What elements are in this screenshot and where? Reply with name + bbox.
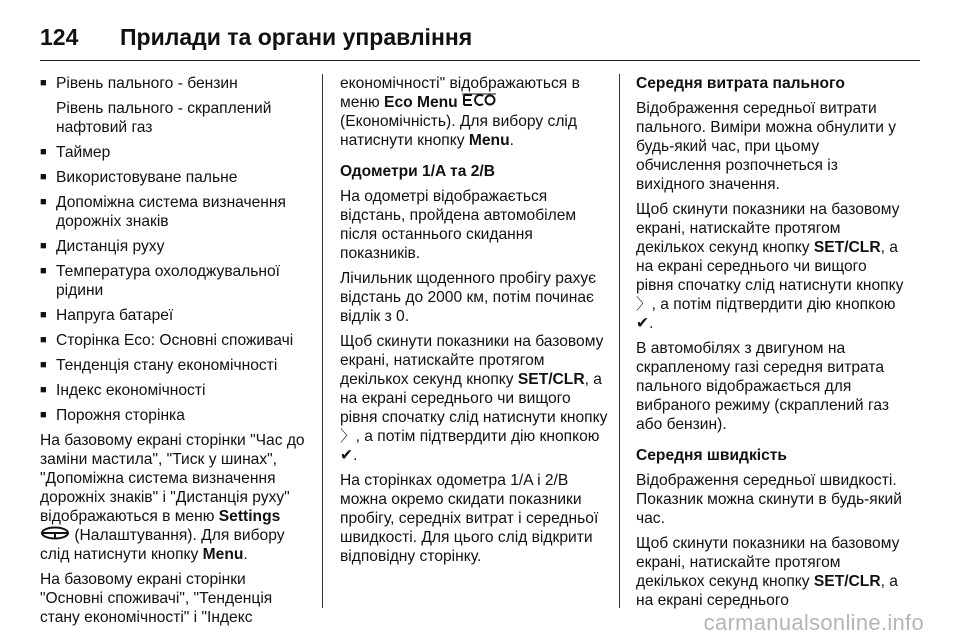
section-heading: Одометри 1/A та 2/B xyxy=(340,163,495,181)
page-number: 124 xyxy=(40,23,79,50)
paragraph: Відображення середньої швидкості. Показник можна скинути в будь-який час. xyxy=(636,472,902,527)
list-item: ■ Таймер xyxy=(40,144,111,161)
paragraph: На базовому екрані сторінки "Час до заміни мастила", "Тиск у шинах", "Допоміжна система визначення дорожніх знаків" і "Дистанція руху" відображаються в меню Settings (Налаштування). Для вибору слід натиснути кнопку Menu. xyxy=(40,432,305,564)
page-title: Прилади та органи управління xyxy=(120,23,473,50)
paragraph: На одометрі відображається відстань, пройдена автомобілем після останнього скидання показників. xyxy=(340,188,577,263)
list-item: ■ Допоміжна система визначення дорожніх знаків xyxy=(40,194,286,230)
watermark: carmanualsonline.info xyxy=(703,610,924,635)
column-divider-1 xyxy=(322,74,323,608)
bullet-icon: ■ xyxy=(40,409,47,421)
list-sub-item: Рівень пального - скраплений нафтовий газ xyxy=(56,100,272,136)
set-clr-label: SET/CLR xyxy=(813,239,881,256)
bullet-icon: ■ xyxy=(40,171,47,183)
list-item: ■ Температура охолоджувальної рідини xyxy=(40,263,280,299)
set-clr-label: SET/CLR xyxy=(813,573,881,590)
paragraph: В автомобілях з двигуном на скрапленому газі середня витрата пального відображається для вибраного режиму (скраплений газ або бензин). xyxy=(636,340,889,433)
list-item: ■ Використовуване пальне xyxy=(40,169,238,186)
bullet-icon: ■ xyxy=(40,240,47,252)
menu-label: Menu xyxy=(468,132,510,150)
list-item: ■ Сторінка Eco: Основні споживачі xyxy=(40,332,294,349)
list-item: ■ Рівень пального - бензин xyxy=(40,75,238,92)
paragraph: На сторінках одометра 1/A і 2/B можна окремо скидати показники пробігу, середніх витрат і середньої швидкості. Для цього слід відкрити відповідну сторінку. xyxy=(340,472,599,566)
bullet-icon: ■ xyxy=(40,334,47,346)
bullet-icon: ■ xyxy=(40,77,47,89)
list-item: ■ Дистанція руху xyxy=(40,238,165,255)
set-clr-label: SET/CLR xyxy=(517,371,585,389)
list-item: ■ Тенденція стану економічності xyxy=(40,357,278,374)
list-item: ■ Індекс економічності xyxy=(40,382,206,399)
bullet-icon: ■ xyxy=(40,146,47,158)
bullet-icon: ■ xyxy=(40,384,47,396)
column-1 xyxy=(40,74,308,633)
paragraph: Щоб скинути показники на базовому екрані, натискайте протягом декількох секунд кнопку SET/CLR, а на екрані середнього чи вищого рівня спочатку слід натиснути кнопку 〉, а потім підтвердити дію кнопкою ✔. xyxy=(636,201,904,332)
bullet-icon: ■ xyxy=(40,359,47,371)
page-header xyxy=(40,14,920,61)
paragraph: Щоб скинути показники на базовому екрані, натискайте протягом декількох секунд кнопку SET/CLR, а на екрані середнього чи вищого рівня спочатку слід натиснути кнопку 〉, а потім підтвердити дію кнопкою ✔. xyxy=(340,333,608,465)
chevron-right-icon: 〉 xyxy=(636,296,652,313)
check-icon: ✔ xyxy=(340,447,354,465)
settings-label: Settings xyxy=(218,508,281,525)
check-icon: ✔ xyxy=(636,315,650,332)
list-item: ■ Напруга батареї xyxy=(40,307,174,324)
paragraph: Відображення середньої витрати пального. Виміри можна обнулити у будь-який час, при цьому обчислення розпочнеться із вихідного значення. xyxy=(636,100,897,193)
column-divider-2 xyxy=(619,74,620,608)
section-heading: Середня витрата пального xyxy=(636,75,845,92)
chevron-right-icon: 〉 xyxy=(340,428,356,446)
paragraph: Щоб скинути показники на базовому екрані, натискайте протягом декількох секунд кнопку SET/CLR, а на екрані середнього xyxy=(636,535,900,609)
paragraph: економічності" відображаються в меню Eco Menu (Економічність). Для вибору слід натиснути кнопку Menu. xyxy=(340,75,580,150)
eco-icon xyxy=(462,93,496,112)
list-item: ■ Порожня сторінка xyxy=(40,407,185,424)
bullet-icon: ■ xyxy=(40,309,47,321)
bullet-icon: ■ xyxy=(40,196,47,208)
steering-wheel-icon xyxy=(40,526,70,545)
menu-label: Menu xyxy=(202,546,244,564)
bullet-icon: ■ xyxy=(40,265,47,277)
column-2 xyxy=(340,74,608,572)
column-3 xyxy=(636,74,906,616)
paragraph: На базовому екрані сторінки "Основні споживачі", "Тенденція стану економічності" і "Індекс xyxy=(40,571,273,627)
paragraph: Лічильник щоденного пробігу рахує відстань до 2000 км, потім починає відлік з 0. xyxy=(340,270,597,326)
section-heading: Середня швидкість xyxy=(636,447,787,464)
eco-menu-label: Eco Menu xyxy=(384,94,458,111)
